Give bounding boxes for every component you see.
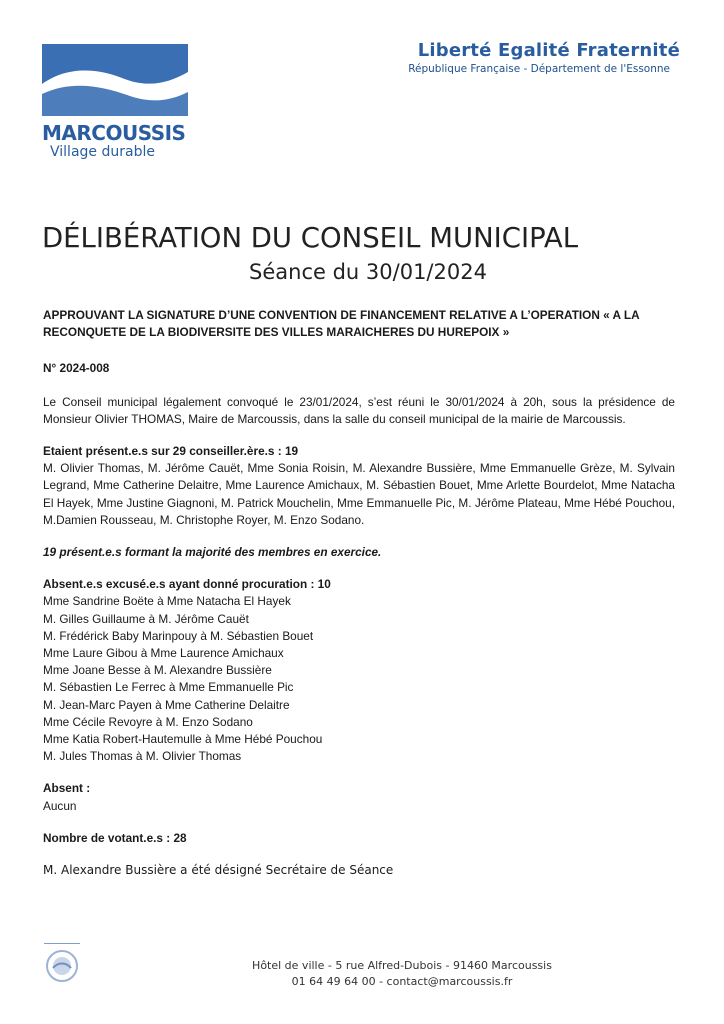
proxy-item: M. Jean-Marc Payen à Mme Catherine Delaitre xyxy=(43,697,290,712)
proxy-item: Mme Katia Robert-Hautemulle à Mme Hébé Pouchou xyxy=(43,732,323,747)
proxy-item: M. Frédérick Baby Marinpouy à M. Sébastien Bouet xyxy=(43,628,314,643)
proxy-item: M. Sébastien Le Ferrec à Mme Emmanuelle Pic xyxy=(43,680,294,695)
deliberation-number: N° 2024-008 xyxy=(43,361,110,376)
marcoussis-logo xyxy=(42,44,188,160)
absent-heading: Absent : xyxy=(43,781,91,796)
absent-section xyxy=(43,780,675,814)
proxy-item: Mme Sandrine Boëte à Mme Natacha El Hayek xyxy=(43,594,291,609)
republic-motto xyxy=(408,40,680,75)
deliberation-subject: APPROUVANT LA SIGNATURE D’UNE CONVENTION DE FINANCEMENT RELATIVE A L’OPERATION « A LA RECONQUETE DE LA BIODIVERSITE DES VILLES MARAICHERES DU HUREPOIX » xyxy=(43,308,640,340)
session-date: Séance du 30/01/2024 xyxy=(249,260,487,284)
proxy-item: Mme Cécile Revoyre à M. Enzo Sodano xyxy=(43,714,253,729)
present-heading: Etaient présent.e.s sur 29 conseiller.ère.s : 19 xyxy=(43,444,299,459)
majority-statement: 19 présent.e.s formant la majorité des membres en exercice. xyxy=(43,545,382,560)
logo-subtitle: Village durable xyxy=(50,144,155,160)
footer-address: Hôtel de ville - 5 rue Alfred-Dubois - 91460 Marcoussis xyxy=(252,959,552,972)
logo-name: MARCOUSSIS xyxy=(42,121,186,145)
footer-phone-email: 01 64 49 64 00 - contact@marcoussis.fr xyxy=(291,975,513,988)
absent-value: Aucun xyxy=(43,798,77,813)
wave-logo-icon xyxy=(42,44,188,116)
footer-divider xyxy=(44,943,80,944)
voters-count: Nombre de votant.e.s : 28 xyxy=(43,830,187,845)
proxy-item: Mme Joane Besse à M. Alexandre Bussière xyxy=(43,663,272,678)
proxies-heading: Absent.e.s excusé.e.s ayant donné procuration : 10 xyxy=(43,577,331,592)
motto-subtext: République Française - Département de l'Essonne xyxy=(408,63,670,75)
deliberation-body xyxy=(43,307,675,879)
present-names: M. Olivier Thomas, M. Jérôme Cauët, Mme Sonia Roisin, M. Alexandre Bussière, Mme Emmanuelle Grèze, M. Sylvain Legrand, Mme Catherine Delaitre, Mme Laurence Amichaux, M. Sébastien Bouet, Mme Arlette Bourdelot, Mme Natacha El Hayek, Mme Justine Giagnoni, M. Patrick Mouchelin, Mme Emmanuelle Pic, M. Jérôme Plateau, Mme Hébé Pouchou, M.Damien Rousseau, M. Christophe Royer, M. Enzo Sodano. xyxy=(43,461,675,527)
motto-text: Liberté Egalité Fraternité xyxy=(417,40,680,61)
footer-contact xyxy=(0,958,724,990)
proxy-item: M. Jules Thomas à M. Olivier Thomas xyxy=(43,749,242,764)
proxy-item: Mme Laure Gibou à Mme Laurence Amichaux xyxy=(43,646,284,661)
secretary-statement: M. Alexandre Bussière a été désigné Secrétaire de Séance xyxy=(43,863,394,878)
present-section xyxy=(43,443,675,529)
intro-paragraph: Le Conseil municipal légalement convoqué le 23/01/2024, s’est réuni le 30/01/2024 à 20h, sous la présidence de Monsieur Olivier THOMAS, Maire de Marcoussis, dans la salle du conseil municipal de la mairie de Marcoussis. xyxy=(43,394,675,426)
proxies-section xyxy=(43,576,675,765)
proxy-item: M. Gilles Guillaume à M. Jérôme Cauët xyxy=(43,611,249,626)
page-title: DÉLIBÉRATION DU CONSEIL MUNICIPAL xyxy=(42,222,579,254)
